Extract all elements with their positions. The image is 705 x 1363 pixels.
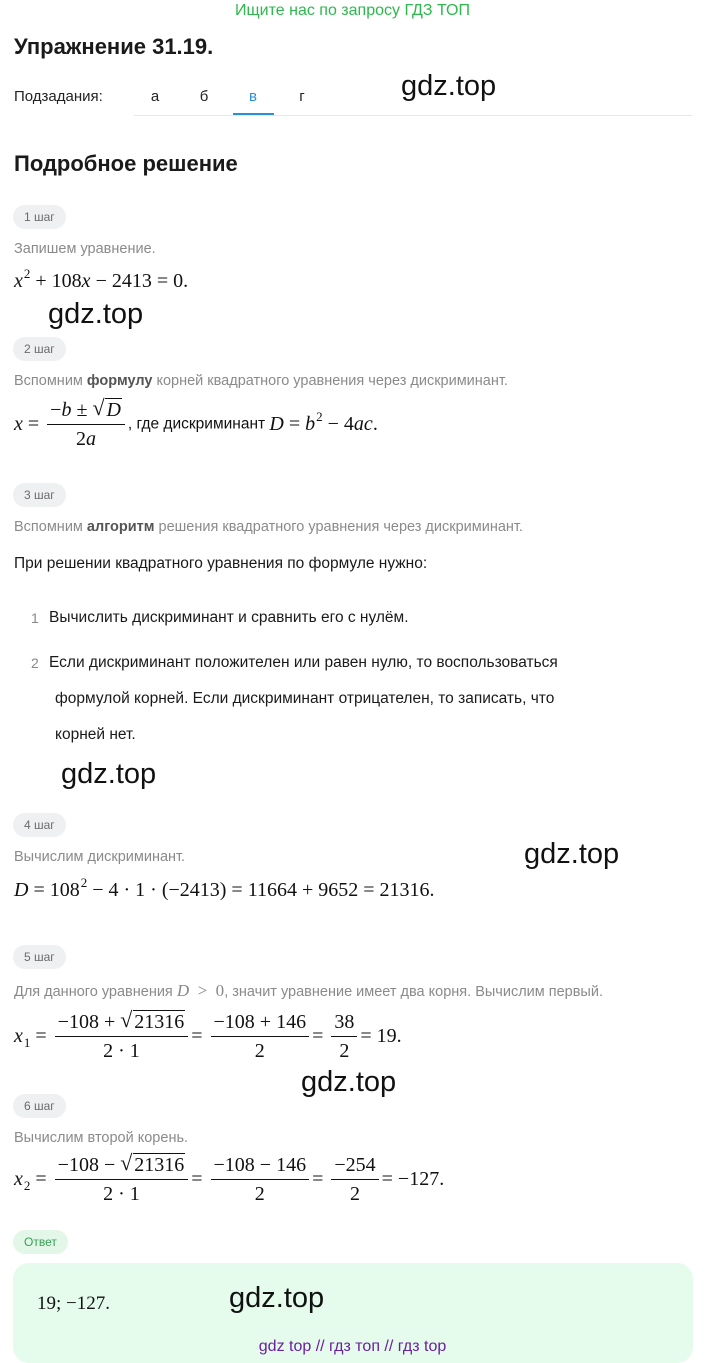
quadratic-formula: x = −b ± √ D 2a , где дискриминант $D = b^2 - 4ac$. bbox=[14, 395, 378, 450]
step-text: Вспомним алгоритм решения квадратного уравнения через дискриминант. bbox=[14, 519, 523, 535]
watermark: gdz.top bbox=[401, 70, 497, 102]
root1-calc: $x_1$ = −108 + √ 21316 2 · 1 = $\frac{-108 + 146}{2}$ = $\frac{38}{2}$ = 19. bbox=[14, 1007, 402, 1062]
watermark: gdz.top bbox=[61, 758, 157, 790]
subtask-tab-b[interactable]: б bbox=[199, 88, 209, 105]
list-item: корней нет. bbox=[55, 726, 136, 743]
active-tab-indicator bbox=[233, 113, 274, 115]
list-number: 2 bbox=[31, 655, 39, 671]
step-badge: 1 шаг bbox=[13, 205, 66, 229]
top-banner[interactable]: Ищите нас по запросу ГДЗ ТОП bbox=[235, 2, 470, 19]
list-item: Если дискриминант положителен или равен нулю, то воспользоваться bbox=[49, 654, 558, 671]
step-badge: 4 шаг bbox=[13, 813, 66, 837]
subtasks-divider bbox=[134, 115, 692, 116]
watermark: gdz.top bbox=[229, 1282, 325, 1314]
step-badge: 6 шаг bbox=[13, 1094, 66, 1118]
watermark: gdz.top bbox=[48, 298, 144, 330]
step-text: Вычислим второй корень. bbox=[14, 1130, 189, 1146]
subtask-tab-a[interactable]: а bbox=[150, 88, 160, 105]
step-text: Вспомним формулу корней квадратного уравнения через дискриминант. bbox=[14, 373, 508, 389]
step-badge: 5 шаг bbox=[13, 945, 66, 969]
solution-heading: Подробное решение bbox=[14, 151, 238, 176]
exercise-title: Упражнение 31.19. bbox=[14, 34, 214, 59]
subtask-tab-g[interactable]: г bbox=[299, 88, 305, 105]
answer-badge: Ответ bbox=[13, 1230, 68, 1254]
root2-calc: $x_2$ = −108 − √ 21316 2 · 1 = $\frac{-108 - 146}{2}$ = $\frac{-254}{2}$ = −127. bbox=[14, 1150, 445, 1205]
watermark: gdz.top bbox=[524, 838, 620, 870]
list-item: Вычислить дискриминант и сравнить его с нулём. bbox=[49, 609, 409, 626]
footer-links[interactable]: gdz top // гдз топ // гдз top bbox=[258, 1338, 447, 1355]
step-text: Запишем уравнение. bbox=[14, 241, 156, 257]
step-text: Вычислим дискриминант. bbox=[14, 849, 186, 865]
step-badge: 2 шаг bbox=[13, 337, 66, 361]
discriminant-calc: $D = 108^2 - 4 \cdot 1 \cdot (-2413) = 11664 + 9652 = 21316$. bbox=[14, 875, 435, 901]
list-number: 1 bbox=[31, 610, 39, 626]
subtasks-label: Подзадания: bbox=[14, 88, 103, 105]
algorithm-lead: При решении квадратного уравнения по формуле нужно: bbox=[14, 555, 428, 572]
subtask-tab-v[interactable]: в bbox=[249, 88, 257, 105]
step-text: Для данного уравнения D > 0, значит уравнение имеет два корня. Вычислим первый. bbox=[14, 981, 603, 1000]
equation: $x^2 + 108x - 2413 = 0$. bbox=[14, 266, 189, 292]
answer-value: 19; −127. bbox=[37, 1293, 110, 1314]
list-item: формулой корней. Если дискриминант отрицателен, то записать, что bbox=[55, 690, 555, 707]
watermark: gdz.top bbox=[301, 1066, 397, 1098]
step-badge: 3 шаг bbox=[13, 483, 66, 507]
